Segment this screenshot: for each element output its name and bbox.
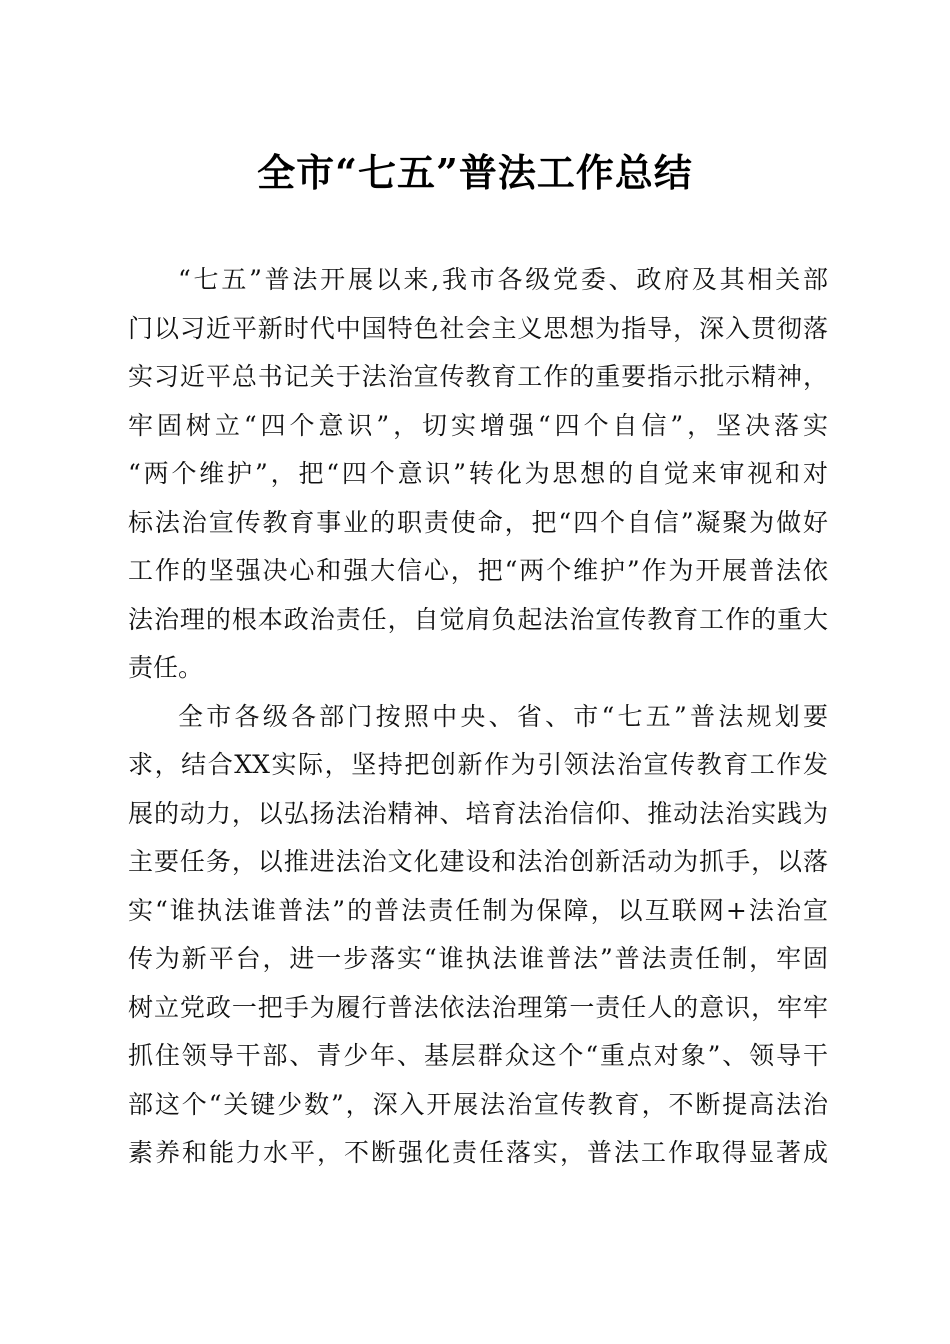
paragraph-line: 展的动力，以弘扬法治精神、培育法治信仰、推动法治实践为 (128, 798, 828, 828)
paragraph-line: 主要任务，以推进法治文化建设和法治创新活动为抓手，以落 (128, 847, 828, 876)
paragraph-1 (128, 256, 828, 693)
paragraph-line: 实习近平总书记关于法治宣传教育工作的重要指示批示精神， (128, 362, 828, 391)
paragraph-line: 全市各级各部门按照中央、省、市“七五”普法规划要 (178, 701, 828, 731)
paragraph-line: 工作的坚强决心和强大信心，把“两个维护”作为开展普法依 (128, 556, 828, 585)
paragraph-line: 责任。 (128, 653, 204, 682)
paragraph-line: 部这个“关键少数”，深入开展法治宣传教育，不断提高法治 (128, 1089, 828, 1119)
document-title: 全市“七五”普法工作总结 (257, 150, 693, 195)
paragraph-line: 实“谁执法谁普法”的普法责任制为保障，以互联网+法治宣 (128, 895, 828, 925)
paragraph-line: 素养和能力水平，不断强化责任落实，普法工作取得显著成 (128, 1138, 828, 1167)
paragraph-line: 标法治宣传教育事业的职责使命，把“四个自信”凝聚为做好 (128, 507, 828, 537)
paragraph-line: 求，结合XX实际，坚持把创新作为引领法治宣传教育工作发 (128, 750, 828, 779)
paragraph-line: 树立党政一把手为履行普法依法治理第一责任人的意识，牢牢 (128, 992, 828, 1022)
paragraph-line: 牢固树立“四个意识”，切实增强“四个自信”，坚决落实 (128, 410, 828, 440)
paragraph-line: 抓住领导干部、青少年、基层群众这个“重点对象”、领导干 (128, 1041, 828, 1070)
paragraph-line: 法治理的根本政治责任，自觉肩负起法治宣传教育工作的重大 (128, 604, 828, 634)
paragraph-line: “七五”普法开展以来,我市各级党委、政府及其相关部 (178, 265, 828, 294)
paragraph-line: 门以习近平新时代中国特色社会主义思想为指导，深入贯彻落 (128, 313, 828, 343)
document-body (128, 256, 828, 1178)
paragraph-line: 传为新平台，进一步落实“谁执法谁普法”普法责任制，牢固 (128, 944, 828, 973)
paragraph-line: “两个维护”，把“四个意识”转化为思想的自觉来审视和对 (128, 459, 828, 488)
paragraph-2 (128, 693, 828, 1178)
